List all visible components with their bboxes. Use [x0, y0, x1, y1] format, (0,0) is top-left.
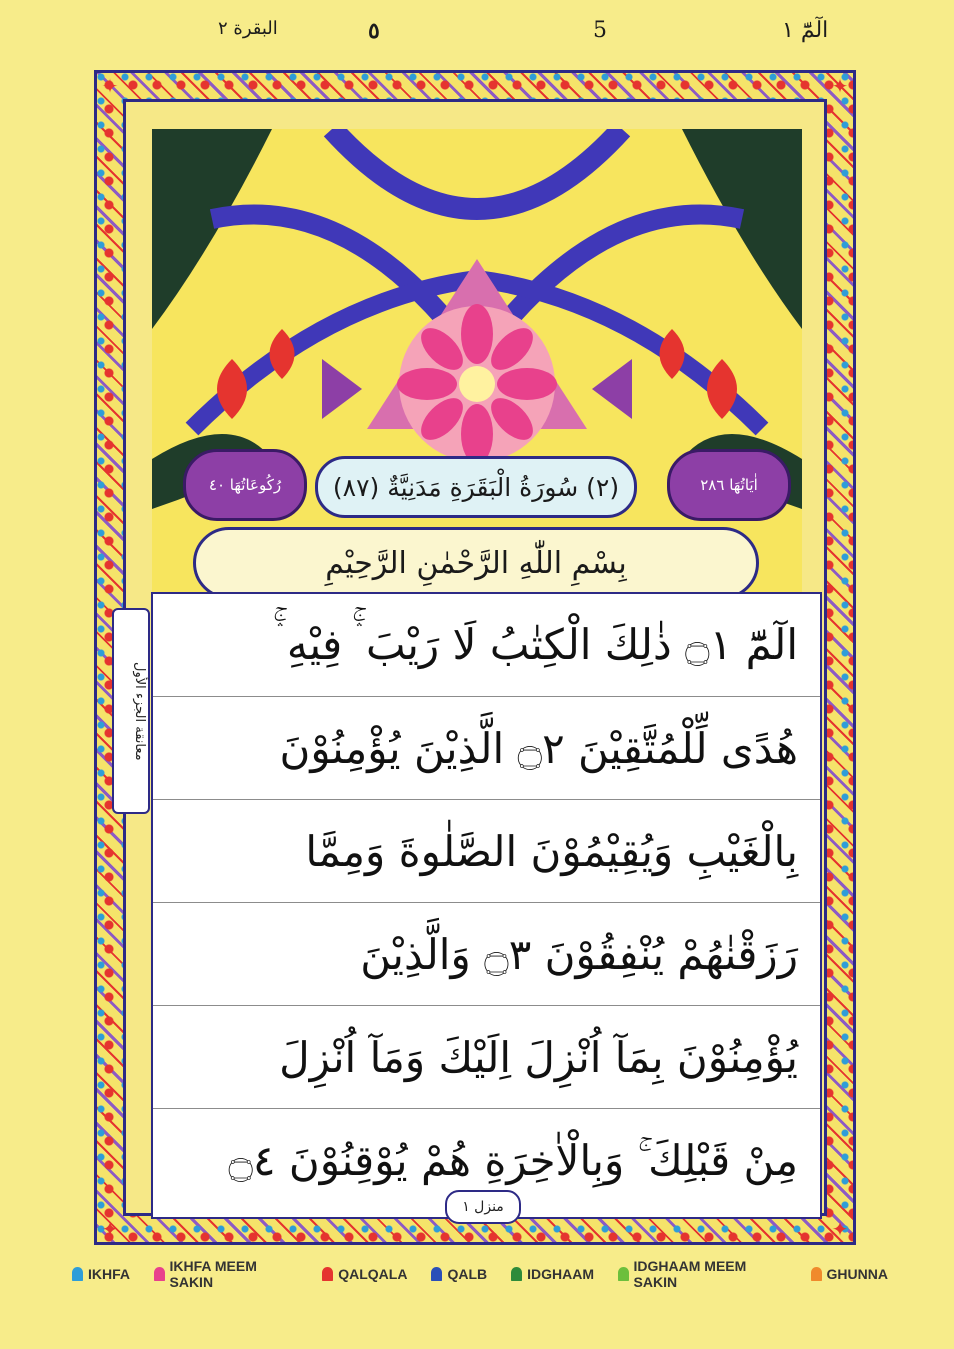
ruku-count-label: رُكُوعَاتُهَا ٤٠	[208, 476, 282, 494]
surah-title-cartouche	[315, 456, 637, 518]
legend-label: IDGHAAM MEEM SAKIN	[633, 1258, 747, 1290]
corner-flower-icon: ✦	[831, 74, 849, 98]
color-swatch-icon	[72, 1267, 83, 1281]
legend-label: QALQALA	[338, 1266, 408, 1282]
verse-line: بِالْغَيْبِ وَيُقِيْمُوْنَ الصَّلٰوةَ وَمِمَّا	[153, 800, 820, 903]
color-swatch-icon	[511, 1267, 522, 1281]
manzil-label: منزل ١	[462, 1199, 504, 1215]
verse-line: الٓمّٓ ۝١ ذٰلِكَ الْكِتٰبُ لَا رَيْبَ ۛۚ فِيْهِ ۛۚ	[153, 594, 820, 697]
corner-flower-icon: ✦	[101, 74, 119, 98]
color-swatch-icon	[154, 1267, 165, 1281]
verse-line: يُؤْمِنُوْنَ بِمَآ اُنْزِلَ اِلَيْكَ وَمَآ اُنْزِلَ	[153, 1006, 820, 1109]
verse-line: رَزَقْنٰهُمْ يُنْفِقُوْنَ ۝٣ وَالَّذِيْنَ	[153, 903, 820, 1006]
legend-item-ikhfa-meem-sakin	[154, 1258, 298, 1290]
ruku-count-badge	[183, 449, 307, 521]
legend-item-qalb	[431, 1266, 487, 1282]
legend-label: IDGHAAM	[527, 1266, 595, 1282]
bismillah-text: بِسْمِ اللّٰهِ الرَّحْمٰنِ الرَّحِيْمِ	[325, 545, 627, 581]
manzil-marker	[445, 1190, 521, 1224]
juz-header-label: الٓمّٓ ١	[782, 18, 829, 43]
juz-margin-note	[112, 608, 150, 814]
ayat-count-badge	[667, 449, 791, 521]
rosette-center	[459, 366, 495, 402]
color-swatch-icon	[811, 1267, 822, 1281]
legend-item-idghaam-meem-sakin	[618, 1258, 787, 1290]
legend-label: IKHFA MEEM SAKIN	[169, 1258, 257, 1290]
surah-title: (٢) سُورَةُ الْبَقَرَةِ مَدَنِيَّةٌ (٨٧)	[332, 472, 620, 502]
page-number-arabic: ٥	[368, 18, 380, 44]
legend-label: IKHFA	[88, 1266, 130, 1282]
legend-label: GHUNNA	[826, 1266, 888, 1282]
bismillah-banner	[193, 527, 759, 599]
legend-label: QALB	[447, 1266, 488, 1282]
ayat-count-label: اٰيَاتُهَا ٢٨٦	[700, 476, 758, 494]
verse-panel	[151, 592, 822, 1219]
margin-note-text: معانقة الجزء الأول	[132, 661, 147, 761]
page-header	[0, 14, 954, 54]
corner-flower-icon: ✦	[101, 1217, 119, 1241]
verse-line: هُدًى لِّلْمُتَّقِيْنَ ۝٢ الَّذِيْنَ يُؤْمِنُوْنَ	[153, 697, 820, 800]
legend-item-qalqala	[322, 1266, 407, 1282]
corner-flower-icon: ✦	[831, 1217, 849, 1241]
page-number-latin: 5	[593, 18, 607, 43]
color-swatch-icon	[431, 1267, 442, 1281]
legend-item-ghunna	[811, 1266, 888, 1282]
legend-item-idghaam	[511, 1266, 594, 1282]
color-swatch-icon	[322, 1267, 333, 1281]
color-swatch-icon	[618, 1267, 629, 1281]
tajweed-legend	[72, 1258, 912, 1290]
surah-header-label: البقرة ٢	[218, 18, 278, 39]
verse-line: مِنْ قَبْلِكَ ۚ وَبِالْاٰخِرَةِ هُمْ يُوْقِنُوْنَ ۝٤	[228, 1135, 798, 1185]
legend-item-ikhfa	[72, 1266, 130, 1282]
